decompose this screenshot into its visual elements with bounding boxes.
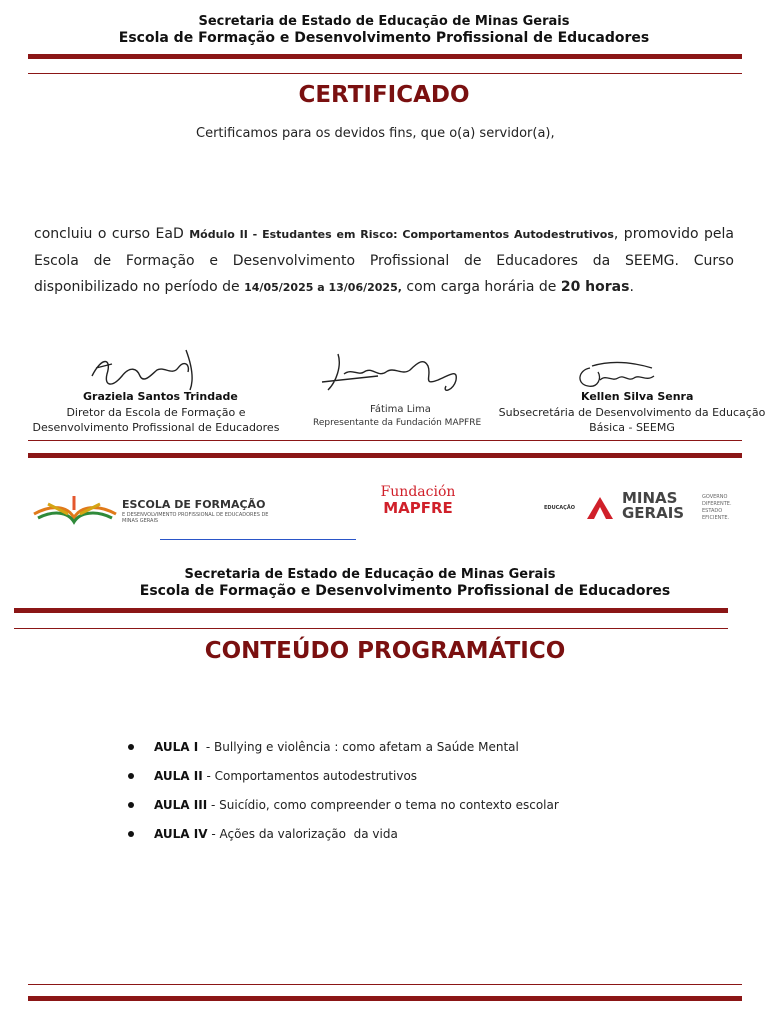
course-period: 14/05/2025 a 13/06/2025, [244,281,402,294]
mapfre-logo-line2: MAPFRE [383,499,453,517]
mapfre-logo [368,484,468,517]
escola-logo [28,492,268,528]
course-name: Módulo II - Estudantes em Risco: Comportamentos Autodestrutivos [189,228,614,241]
program-title: CONTEÚDO PROGRAMÁTICO [204,638,566,664]
minas-logo-line2: GERAIS [622,504,685,522]
bullet-icon [128,802,134,808]
signature-name-1: Graziela Santos Trindade [83,390,238,403]
minas-tag-3: ESTADO [702,508,723,514]
minas-triangle-icon [586,495,614,521]
signature-role-2: Representante da Fundación MAPFRE [313,418,482,428]
bullet-icon [128,744,134,750]
minas-logo [544,491,744,527]
minas-tag-1: GOVERNO [702,494,728,500]
body-mid2: com carga horária de [401,279,561,295]
list-item [128,736,559,765]
list-item [128,765,559,794]
book-icon [28,492,120,526]
link-underline [160,539,356,540]
aula-label: AULA II [154,769,203,783]
signature-graziela [82,346,212,396]
aula-text: - Suicídio, como compreender o tema no contexto escolar [207,798,559,812]
minas-tag-2: DIFERENTE. [702,501,732,507]
certificate-title: CERTIFICADO [298,82,470,108]
body-end: . [629,279,634,295]
signature-rule [28,440,742,441]
signature-kellen [572,358,662,394]
signature-fatima [318,346,468,400]
header-line-1: Secretaria de Estado de Educação de Minas Gerais [198,14,570,29]
signature-role-3: Subsecretária de Desenvolvimento da Educação Básica - SEEMG [498,406,766,434]
signature-name-2: Fátima Lima [370,404,431,415]
escola-logo-title: ESCOLA DE FORMAÇÃO [122,498,266,511]
certificate-body [34,221,734,301]
signature-name-3: Kellen Silva Senra [581,390,694,403]
aula-label: AULA III [154,798,208,812]
list-item [128,794,559,823]
header2-line-1: Secretaria de Estado de Educação de Minas Gerais [184,567,556,582]
minas-logo-small: EDUCAÇÃO [544,505,575,511]
aula-label: AULA IV [154,827,208,841]
escola-logo-subtitle: E DESENVOLVIMENTO PROFISSIONAL DE EDUCADORES DE MINAS GERAIS [122,512,269,524]
bullet-icon [128,773,134,779]
body-mid: , promovido pela Escola de Formação e Desenvolvimento Profissional de Educadores da SEEMG. Curso disponibilizado no período de [34,226,734,295]
course-hours: 20 horas [560,279,630,295]
aula-label: AULA I [154,740,199,754]
program-list [128,736,559,852]
minas-tag-4: EFICIENTE. [702,515,730,521]
aula-text: - Bullying e violência : como afetam a Saúde Mental [198,740,519,754]
header2-rule [14,628,728,629]
header2-bar [14,608,728,613]
certificate-intro: Certificamos para os devidos fins, que o(a) servidor(a), [196,126,555,141]
header-line-2: Escola de Formação e Desenvolvimento Profissional de Educadores [118,30,650,46]
list-item [128,823,559,852]
minas-logo-tagline [702,494,732,522]
body-prefix: concluiu o curso EaD [34,226,190,242]
aula-text: - Ações da valorização da vida [207,827,398,841]
footer-bar-1 [28,453,742,458]
aula-text: - Comportamentos autodestrutivos [202,769,418,783]
footer-bar-2 [28,996,742,1001]
footer-rule [28,984,742,985]
bullet-icon [128,831,134,837]
header2-line-2: Escola de Formação e Desenvolvimento Profissional de Educadores [139,583,671,599]
header-bar [28,54,742,59]
header-rule [28,73,742,74]
mapfre-logo-line1: Fundación [380,484,456,500]
minas-logo-line1: MINAS [622,489,678,507]
signature-role-1: Diretor da Escola de Formação e Desenvolvimento Profissional de Educadores [32,406,280,434]
